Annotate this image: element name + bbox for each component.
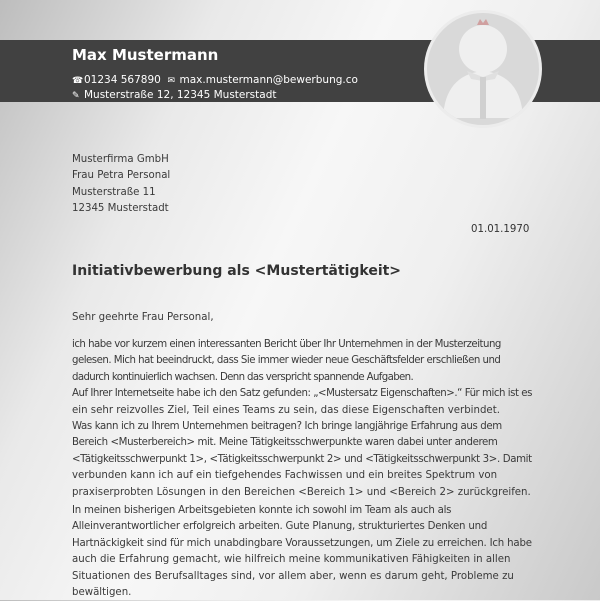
text-line: Bereich <Musterbereich> mit. Meine Tätigkeitsschwerpunkte waren dabei unter anderem [72,437,498,449]
applicant-name: Max Mustermann [72,46,219,64]
text-line: verbunden kann ich auf ein tiefgehendes Fachwissen und ein breites Spektrum von [72,470,498,482]
text-line: praxiserprobten Lösungen in den Bereichen <Bereich 1> und <Bereich 2> zurückgreifen. [72,486,531,498]
text-line: Alleinverantwortlicher erfolgreich arbeiten. Gute Planung, strukturiertes Denken und [72,521,488,533]
text-line: Hartnäckigkeit sind für mich unabdingbare Voraussetzungen, um Ziele zu erreichen. Ich habe [72,537,532,549]
paragraph-3 [72,503,532,601]
paragraph-1 [72,337,532,419]
salutation: Sehr geehrte Frau Personal, [72,312,214,323]
text-line: bewältigen. [72,587,132,599]
address: Musterstraße 12, 12345 Musterstadt [84,89,277,101]
text-line: dadurch kontinuierlich wachsen. Denn das verspricht spannende Aufgaben. [72,371,414,383]
text-line: Auf Ihrer Internetseite habe ich den Satz gefunden: „<Mustersatz Eigenschaften>.“ Für mich ist es [72,388,532,400]
recipient-line: Musterfirma GmbH [72,154,169,165]
person-placeholder-icon [427,13,539,125]
recipient-address [72,152,170,218]
pen-icon: ✎ [72,91,80,101]
text-line: ich habe vor kurzem einen interessanten Bericht über Ihr Unternehmen in der Musterzeitung [72,339,501,350]
recipient-line: Musterstraße 11 [72,186,156,198]
text-line: gelesen. Mich hat beeindruckt, dass Sie immer wieder neue Geschäftsfelder erschließen und [72,355,501,367]
paragraph-2 [72,419,532,501]
subject-line: Initiativbewerbung als <Mustertätigkeit> [72,263,402,279]
email: max.mustermann@bewerbung.co [179,74,358,86]
contact-line [72,74,358,86]
recipient-line: Frau Petra Personal [72,170,171,182]
mail-icon: ✉ [167,76,176,86]
address-line [72,89,277,101]
text-line: <Tätigkeitsschwerpunkt 1>, <Tätigkeitsschwerpunkt 2> und <Tätigkeitsschwerpunkt 3>. Damit [72,453,532,465]
phone-icon: ☎ [72,76,84,86]
text-line: auch die Erfahrung gemacht, wie hilfreich meine kommunikativen Fähigkeiten in allen [72,554,511,566]
avatar [424,10,542,128]
text-line: In meinen bisherigen Arbeitsgebieten konnte ich sowohl im Team als auch als [72,505,452,516]
recipient-line: 12345 Musterstadt [72,203,169,215]
phone: 01234 567890 [84,74,161,86]
text-line: Situationen des Berufsalltages sind, vor allem aber, wenn es darum geht, Probleme zu [72,570,514,582]
text-line: Was kann ich zu Ihrem Unternehmen beitragen? Ich bringe langjährige Erfahrung aus dem [72,421,502,432]
text-line: ein sehr reizvolles Ziel, Teil eines Teams zu sein, das diese Eigenschaften verbindet. [72,404,500,416]
letter-date: 01.01.1970 [471,224,530,235]
